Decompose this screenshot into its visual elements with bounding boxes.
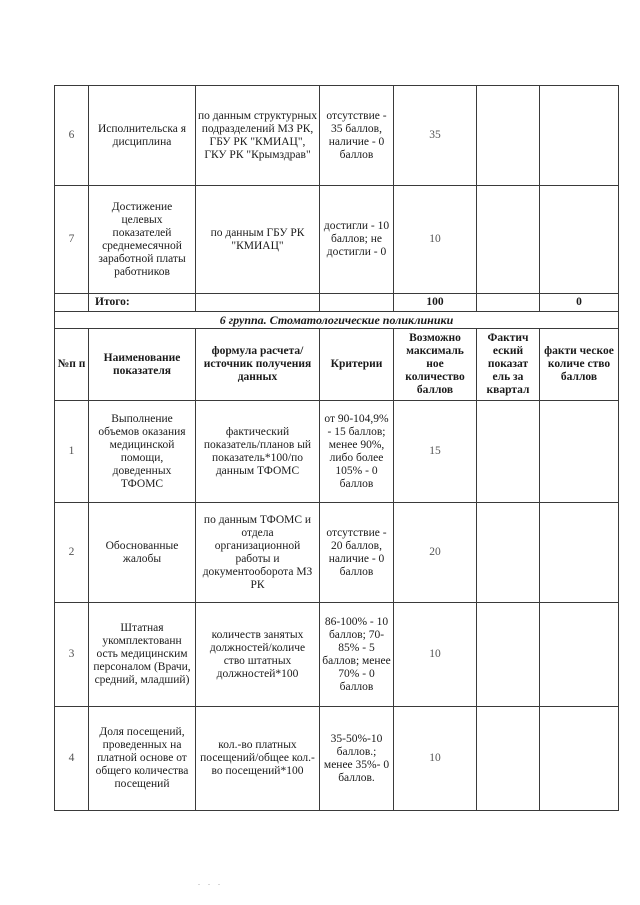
fact-quarter <box>477 401 540 503</box>
table-row <box>55 603 619 707</box>
indicator-name: Достижение целевых показателей среднемесячной заработной платы работников <box>89 186 196 294</box>
row-number: 6 <box>55 86 89 186</box>
table-row <box>55 186 619 294</box>
header-max: Возможно максималь ное количество баллов <box>394 329 477 401</box>
scan-artifact: . . . <box>198 878 223 887</box>
total-label: Итого: <box>89 294 196 312</box>
table-row <box>55 503 619 603</box>
row-number: 3 <box>55 603 89 707</box>
data-source: по данным ГБУ РК "КМИАЦ" <box>196 186 320 294</box>
table-row <box>55 401 619 503</box>
total-max: 100 <box>394 294 477 312</box>
header-fact-score: факти ческое количе ство баллов <box>540 329 619 401</box>
fact-score <box>540 503 619 603</box>
data-source: по данным ТФОМС и отдела организационной работы и документооборота МЗ РК <box>196 503 320 603</box>
fact-quarter <box>477 86 540 186</box>
fact-quarter <box>477 603 540 707</box>
row-number: 7 <box>55 186 89 294</box>
max-score: 10 <box>394 707 477 811</box>
fact-score <box>540 86 619 186</box>
fact-score <box>540 186 619 294</box>
data-source: количеств занятых должностей/количе ство штатных должностей*100 <box>196 603 320 707</box>
criteria: отсутствие - 35 баллов, наличие - 0 баллов <box>320 86 394 186</box>
indicator-name: Доля посещений, проведенных на платной основе от общего количества посещений <box>89 707 196 811</box>
criteria: достигли - 10 баллов; не достигли - 0 <box>320 186 394 294</box>
fact-quarter <box>477 707 540 811</box>
header-formula: формула расчета/источник получения данных <box>196 329 320 401</box>
max-score: 20 <box>394 503 477 603</box>
total-fact: 0 <box>540 294 619 312</box>
criteria: отсутствие - 20 баллов, наличие - 0 баллов <box>320 503 394 603</box>
header-row <box>55 329 619 401</box>
header-name: Наименование показателя <box>89 329 196 401</box>
header-criteria: Критерии <box>320 329 394 401</box>
max-score: 10 <box>394 186 477 294</box>
table-row <box>55 86 619 186</box>
max-score: 10 <box>394 603 477 707</box>
data-source: фактический показатель/планов ый показатель*100/по данным ТФОМС <box>196 401 320 503</box>
fact-score <box>540 401 619 503</box>
fact-quarter <box>477 186 540 294</box>
data-source: кол.-во платных посещений/общее кол.-во посещений*100 <box>196 707 320 811</box>
criteria: 86-100% - 10 баллов; 70-85% - 5 баллов; менее 70% - 0 баллов <box>320 603 394 707</box>
indicator-name: Выполнение объемов оказания медицинской помощи, доведенных ТФОМС <box>89 401 196 503</box>
criteria: 35-50%-10 баллов.; менее 35%- 0 баллов. <box>320 707 394 811</box>
max-score: 15 <box>394 401 477 503</box>
row-number: 4 <box>55 707 89 811</box>
header-fact-quarter: Фактич еский показат ель за квартал <box>477 329 540 401</box>
indicator-name: Исполнительска я дисциплина <box>89 86 196 186</box>
criteria: от 90-104,9% - 15 баллов; менее 90%, либо более 105% - 0 баллов <box>320 401 394 503</box>
data-source: по данным структурных подразделений МЗ РК, ГБУ РК "КМИАЦ", ГКУ РК "Крымздрав" <box>196 86 320 186</box>
table-row <box>55 707 619 811</box>
fact-score <box>540 707 619 811</box>
max-score: 35 <box>394 86 477 186</box>
row-number: 1 <box>55 401 89 503</box>
header-num: №п п <box>55 329 89 401</box>
fact-quarter <box>477 503 540 603</box>
criteria-table <box>54 85 619 811</box>
indicator-name: Обоснованные жалобы <box>89 503 196 603</box>
group-title: 6 группа. Стоматологические поликлиники <box>55 312 619 329</box>
fact-score <box>540 603 619 707</box>
total-row <box>55 294 619 312</box>
indicator-name: Штатная укомплектованн ость медицинским персоналом (Врачи, средний, младший) <box>89 603 196 707</box>
group-title-row <box>55 312 619 329</box>
row-number: 2 <box>55 503 89 603</box>
